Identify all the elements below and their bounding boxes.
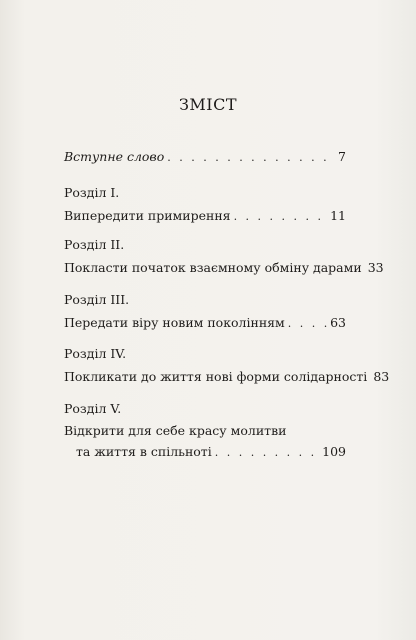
toc-entry-chapter-1[interactable]	[64, 184, 346, 225]
leader-dots	[215, 444, 319, 462]
toc-entry-chapter-2[interactable]	[64, 236, 384, 277]
page-number: 109	[322, 444, 346, 459]
leader-dots	[167, 149, 335, 167]
chapter-label: Розділ I.	[64, 185, 120, 200]
page-number: 33	[367, 260, 384, 275]
page-number: 83	[373, 369, 390, 384]
toc-entry-title: Відкрити для себе красу молитви	[64, 423, 287, 438]
page-number: 63	[330, 315, 346, 330]
toc-entry-chapter-5[interactable]	[64, 400, 346, 461]
chapter-label: Розділ II.	[64, 237, 125, 252]
chapter-label: Розділ IV.	[64, 346, 127, 361]
toc-entry-chapter-4[interactable]	[64, 345, 390, 386]
toc-entry-title: Покликати до життя нові форми солідарності	[64, 369, 368, 384]
chapter-label: Розділ V.	[64, 401, 122, 416]
toc-entry-title-continued: та життя в спільноті	[76, 444, 212, 459]
leader-dots	[234, 208, 328, 226]
leader-dots	[288, 315, 327, 333]
toc-entry-title: Випередити примирення	[64, 208, 231, 223]
toc-entry-intro[interactable]	[64, 148, 346, 166]
toc-entry-title: Передати віру новим поколінням	[64, 315, 285, 330]
page-number: 11	[330, 208, 346, 223]
toc-entry-chapter-3[interactable]	[64, 291, 346, 332]
page-title: ЗМІСТ	[178, 95, 238, 114]
chapter-label: Розділ III.	[64, 292, 130, 307]
page-number: 7	[338, 149, 346, 164]
toc-entry-title: Покласти початок взаємному обміну дарами	[64, 260, 362, 275]
toc-entry-title: Вступне слово	[64, 149, 165, 164]
